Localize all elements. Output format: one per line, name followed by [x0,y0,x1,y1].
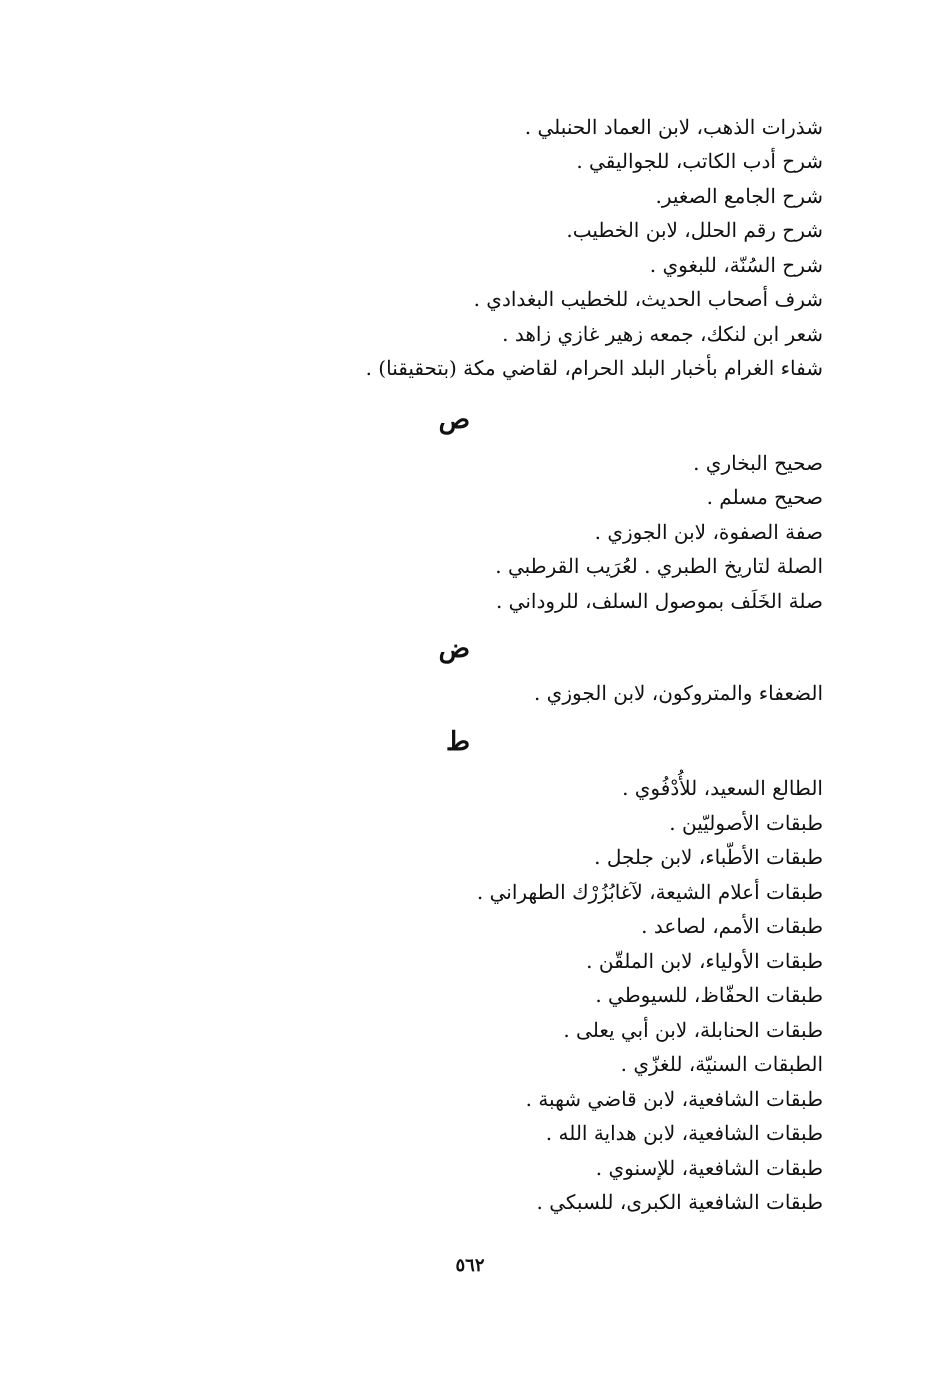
bibliography-entry: شذرات الذهب، لابن العماد الحنبلي . [524,115,823,139]
section-letter-heading: ض [438,634,470,664]
bibliography-entry: طبقات أعلام الشيعة، لآغابُزُرْك الطهراني . [476,880,823,904]
bibliography-entry: شرح الجامع الصغير. [655,184,823,208]
section-letter-heading: ط [445,727,470,757]
bibliography-entry: طبقات الأمم، لصاعد . [641,914,823,938]
bibliography-entry: شرح السُنّة، للبغوي . [649,253,823,277]
bibliography-entry: طبقات الحفّاظ، للسيوطي . [595,983,823,1007]
bibliography-entry: شرح رقم الحلل، لابن الخطيب. [566,218,823,242]
section-letter-heading: ص [438,405,470,435]
bibliography-entry: طبقات الشافعية، لابن قاضي شهبة . [525,1087,823,1111]
bibliography-entry: الضعفاء والمتروكون، لابن الجوزي . [533,681,823,705]
bibliography-entry: شرف أصحاب الحديث، للخطيب البغدادي . [473,287,823,311]
bibliography-entry: شفاء الغرام بأخبار البلد الحرام، لقاضي مكة (بتحقيقنا) . [365,356,823,380]
bibliography-entry: الطبقات السنيّة، للغزّي . [620,1052,823,1076]
bibliography-entry: طبقات الأصوليّين . [669,811,823,835]
bibliography-entry: شعر ابن لنكك، جمعه زهير غازي زاهد . [502,322,823,346]
page-number: ٥٦٢ [455,1255,485,1276]
bibliography-entry: طبقات الشافعية الكبرى، للسبكي . [536,1190,823,1214]
bibliography-entry: صلة الخَلَف بموصول السلف، للروداني . [495,589,823,613]
bibliography-entry: الطالع السعيد، للأُدْفُوي . [622,776,823,800]
bibliography-entry: طبقات الأولياء، لابن الملقّن . [586,949,823,973]
bibliography-entry: طبقات الحنابلة، لابن أبي يعلى . [563,1018,823,1042]
bibliography-entry: الصلة لتاريخ الطبري . لعُرَيب القرطبي . [495,554,823,578]
bibliography-entry: شرح أدب الكاتب، للجواليقي . [576,149,823,173]
bibliography-entry: صحيح مسلم . [706,485,823,509]
bibliography-entry: طبقات الشافعية، للإسنوي . [595,1156,823,1180]
bibliography-entry: طبقات الأطّباء، لابن جلجل . [594,845,823,869]
bibliography-entry: صحيح البخاري . [693,451,823,475]
bibliography-entry: طبقات الشافعية، لابن هداية الله . [545,1121,823,1145]
bibliography-entry: صفة الصفوة، لابن الجوزي . [594,520,823,544]
